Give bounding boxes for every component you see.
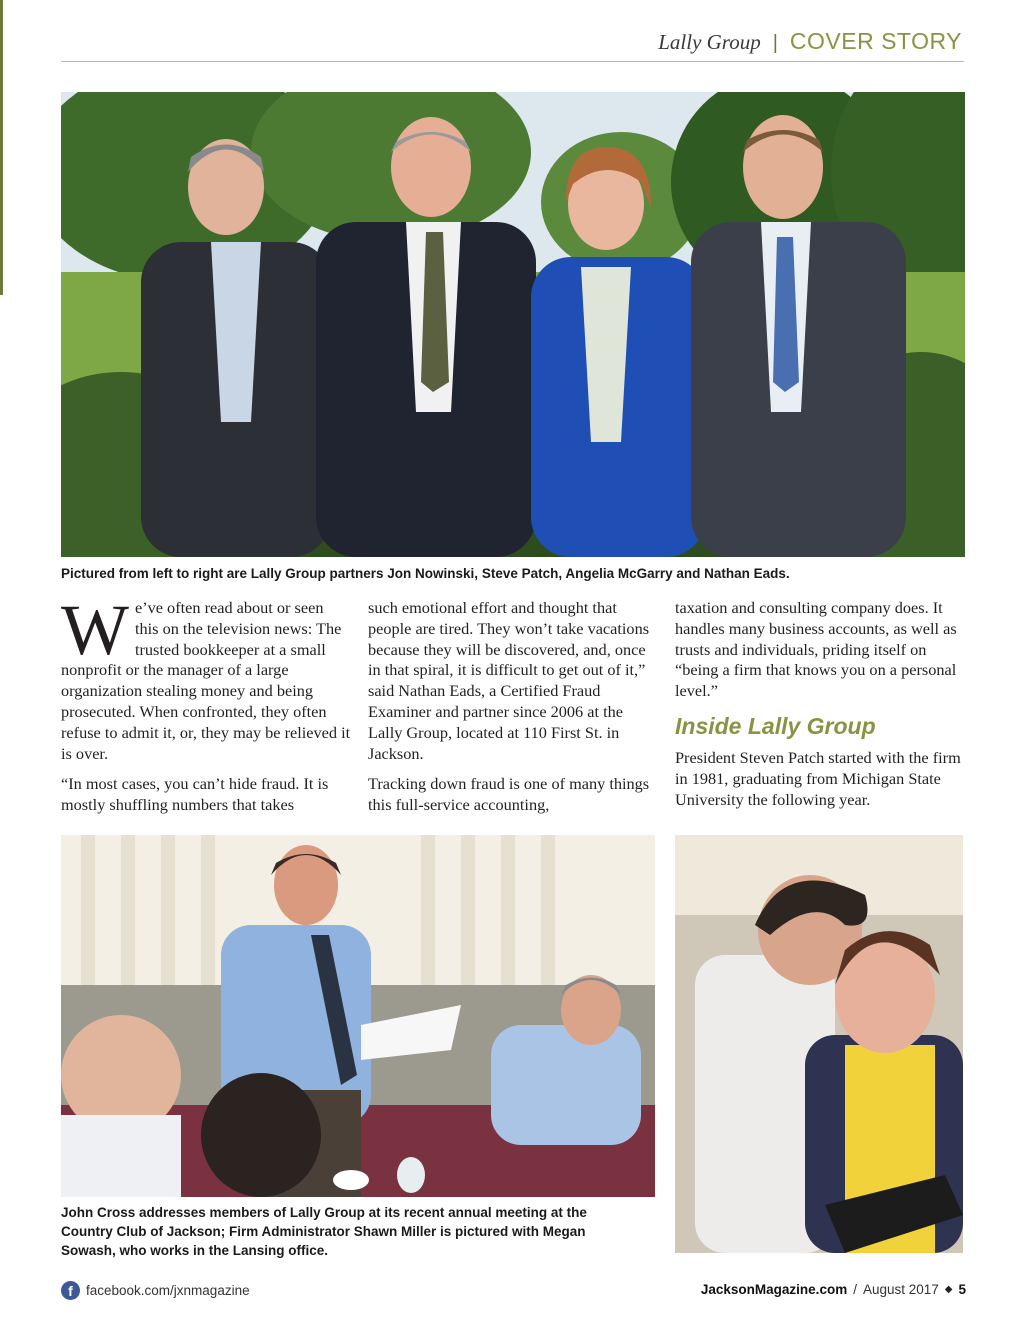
article-paragraph: Tracking down fraud is one of many things this full-service accounting, xyxy=(368,774,650,815)
article-text: e’ve often read about or seen this on the television news: The trusted bookkeeper at a small nonprofit or the manager of a large organization stealing money and being prosecuted. When confronted, they often refuse to admit it, or, they may be relieved it is over. xyxy=(61,598,351,763)
page-number: 5 xyxy=(958,1282,966,1297)
header-topic: COVER STORY xyxy=(789,28,962,54)
article-paragraph: “In most cases, you can’t hide fraud. It is mostly shuffling numbers that takes xyxy=(61,774,329,815)
article-column-1 xyxy=(61,590,351,826)
header-rule xyxy=(61,61,964,62)
issue-date: August 2017 xyxy=(862,1282,939,1297)
section-subhead: Inside Lally Group xyxy=(675,712,876,739)
facebook-icon: f xyxy=(61,1281,80,1300)
diamond-icon: ◆ xyxy=(944,1284,953,1295)
article-paragraph: such emotional effort and thought that people are tired. They won’t take vacations because they will be discovered, and, once in that spiral, it is difficult to get out of it,” said Nathan Eads, a Certified Fraud Examiner and partner since 2006 at the Lally Group, located at 110 First St. in Jackson. xyxy=(368,598,650,763)
folio-slash: / xyxy=(853,1282,857,1297)
facebook-url[interactable]: facebook.com/jxnmagazine xyxy=(86,1283,250,1298)
footer-folio xyxy=(701,1282,966,1297)
article-paragraph: President Steven Patch started with the firm in 1981, graduating from Michigan State University the following year. xyxy=(675,747,961,809)
staff-duo-photo xyxy=(675,835,963,1253)
article-column-2 xyxy=(368,598,658,826)
header-separator: | xyxy=(772,32,778,54)
side-accent-rule xyxy=(0,0,3,295)
partners-group-photo xyxy=(61,92,965,557)
page-header xyxy=(658,28,962,58)
header-section-name: Lally Group xyxy=(658,30,761,54)
main-photo-caption: Pictured from left to right are Lally Group partners Jon Nowinski, Steve Patch, Angelia McGarry and Nathan Eads. xyxy=(61,566,790,581)
article-column-3 xyxy=(675,598,965,820)
article-paragraph xyxy=(61,590,351,764)
annual-meeting-photo xyxy=(61,835,655,1197)
bottom-photos-caption: John Cross addresses members of Lally Group at its recent annual meeting at the Country Club of Jackson; Firm Administrator Shawn Miller is pictured with Megan Sowash, who works in the Lansing office. xyxy=(61,1205,587,1258)
drop-cap: W xyxy=(61,590,129,670)
website-link[interactable]: JacksonMagazine.com xyxy=(700,1282,848,1297)
article-paragraph: taxation and consulting company does. It handles many business accounts, as well as trusts and individuals, priding itself on “being a firm that knows you on a personal level.” xyxy=(675,598,957,701)
footer-facebook-link[interactable] xyxy=(61,1281,250,1300)
